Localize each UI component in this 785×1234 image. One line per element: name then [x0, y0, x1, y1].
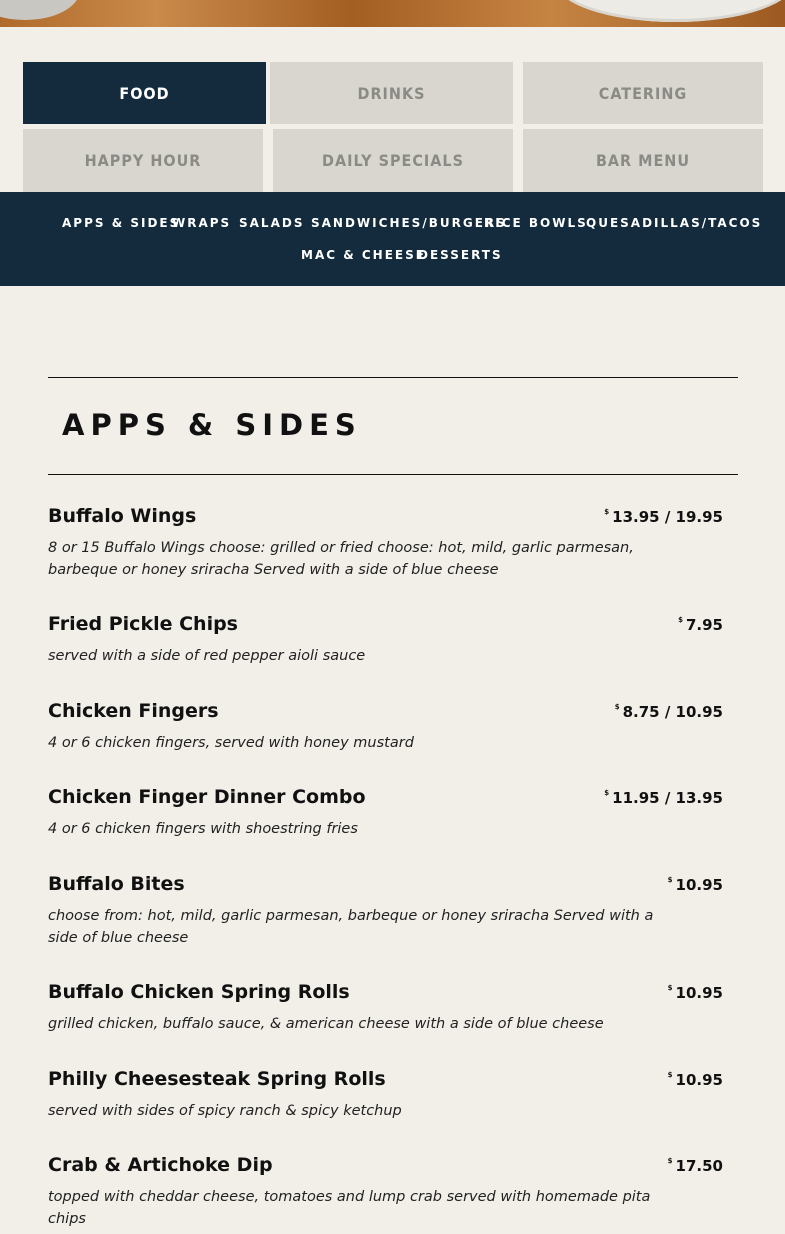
- currency-symbol: $: [614, 703, 620, 711]
- tab-daily-specials[interactable]: [273, 129, 513, 192]
- menu-item-description: served with sides of spicy ranch & spicy ketchup: [48, 1103, 402, 1119]
- currency-symbol: $: [678, 616, 683, 624]
- subnav-quesadillas-tacos[interactable]: QUESADILLAS/TACOS: [586, 216, 763, 230]
- tab-bar-menu-label: BAR MENU: [595, 151, 691, 170]
- tab-food-label: FOOD: [119, 83, 170, 103]
- tab-catering-label: CATERING: [598, 83, 688, 103]
- menu-item-name: Crab & Artichoke Dip: [48, 1154, 273, 1176]
- menu-item-price: [668, 1157, 723, 1175]
- menu-item-description: served with a side of red pepper aioli sauce: [48, 648, 366, 664]
- menu-item-name: Buffalo Bites: [48, 873, 185, 895]
- subnav-rice-bowls[interactable]: RICE BOWLS: [484, 216, 588, 230]
- menu-item-price: [668, 876, 723, 894]
- menu-item-description: grilled chicken, buffalo sauce, & american cheese with a side of blue cheese: [48, 1016, 604, 1032]
- section-bottom-divider: [48, 474, 738, 475]
- tab-catering[interactable]: [523, 62, 763, 124]
- menu-item-price: [604, 508, 723, 526]
- menu-item-name: Buffalo Chicken Spring Rolls: [48, 981, 350, 1003]
- menu-item-price: [668, 984, 723, 1002]
- tab-happy-hour[interactable]: [23, 129, 263, 192]
- currency-symbol: $: [604, 789, 610, 797]
- section-title: APPS & SIDES: [62, 408, 362, 442]
- menu-item-price-value: 10.95: [675, 984, 723, 1002]
- menu-item-description: choose from: hot, mild, garlic parmesan, barbeque or honey sriracha Served with a side of blue cheese: [48, 908, 654, 946]
- menu-item-name: Fried Pickle Chips: [48, 613, 238, 635]
- currency-symbol: $: [667, 876, 673, 884]
- menu-item-price: [615, 703, 723, 721]
- tab-happy-hour-label: HAPPY HOUR: [84, 151, 202, 170]
- menu-item-price-value: 13.95 / 19.95: [612, 508, 723, 526]
- menu-item-price-value: 10.95: [675, 1071, 723, 1089]
- menu-item-price-value: 8.75 / 10.95: [622, 703, 723, 721]
- menu-item-price-value: 17.50: [675, 1157, 723, 1175]
- menu-item-price-value: 11.95 / 13.95: [612, 789, 723, 807]
- category-subnav: [0, 192, 785, 286]
- tab-drinks[interactable]: [270, 62, 513, 124]
- menu-item-price: [678, 616, 723, 634]
- menu-item-name: Buffalo Wings: [48, 505, 197, 527]
- menu-item-description: topped with cheddar cheese, tomatoes and lump crab served with homemade pita chips: [48, 1189, 651, 1227]
- menu-tabs: [0, 0, 785, 192]
- tab-drinks-label: DRINKS: [357, 83, 426, 103]
- tab-food[interactable]: [23, 62, 266, 124]
- menu-item-price-value: 7.95: [685, 616, 723, 634]
- currency-symbol: $: [667, 1071, 673, 1079]
- menu-item-price: [604, 789, 723, 807]
- currency-symbol: $: [604, 508, 610, 516]
- currency-symbol: $: [667, 1157, 673, 1165]
- menu-item-price-value: 10.95: [675, 876, 723, 894]
- subnav-sandwiches-burgers[interactable]: SANDWICHES/BURGERS: [311, 216, 507, 230]
- subnav-apps-sides[interactable]: APPS & SIDES: [62, 216, 181, 230]
- menu-item-description: 4 or 6 chicken fingers with shoestring fries: [48, 821, 358, 837]
- subnav-salads[interactable]: SALADS: [239, 216, 305, 230]
- subnav-desserts[interactable]: DESSERTS: [418, 248, 503, 262]
- menu-item-name: Chicken Finger Dinner Combo: [48, 786, 366, 808]
- subnav-mac-cheese[interactable]: MAC & CHEESE: [301, 248, 426, 262]
- menu-item-description: 4 or 6 chicken fingers, served with honey mustard: [48, 735, 414, 751]
- tab-daily-specials-label: DAILY SPECIALS: [322, 151, 464, 170]
- menu-item-name: Philly Cheesesteak Spring Rolls: [48, 1068, 386, 1090]
- menu-item-description: 8 or 15 Buffalo Wings choose: grilled or fried choose: hot, mild, garlic parmesan, barbeque or honey sriracha Served with a side of blue cheese: [48, 540, 634, 578]
- currency-symbol: $: [667, 984, 673, 992]
- menu-item-name: Chicken Fingers: [48, 700, 219, 722]
- tab-bar-menu[interactable]: [523, 129, 763, 192]
- subnav-wraps[interactable]: WRAPS: [172, 216, 232, 230]
- menu-item-price: [668, 1071, 723, 1089]
- section-top-divider: [48, 377, 738, 378]
